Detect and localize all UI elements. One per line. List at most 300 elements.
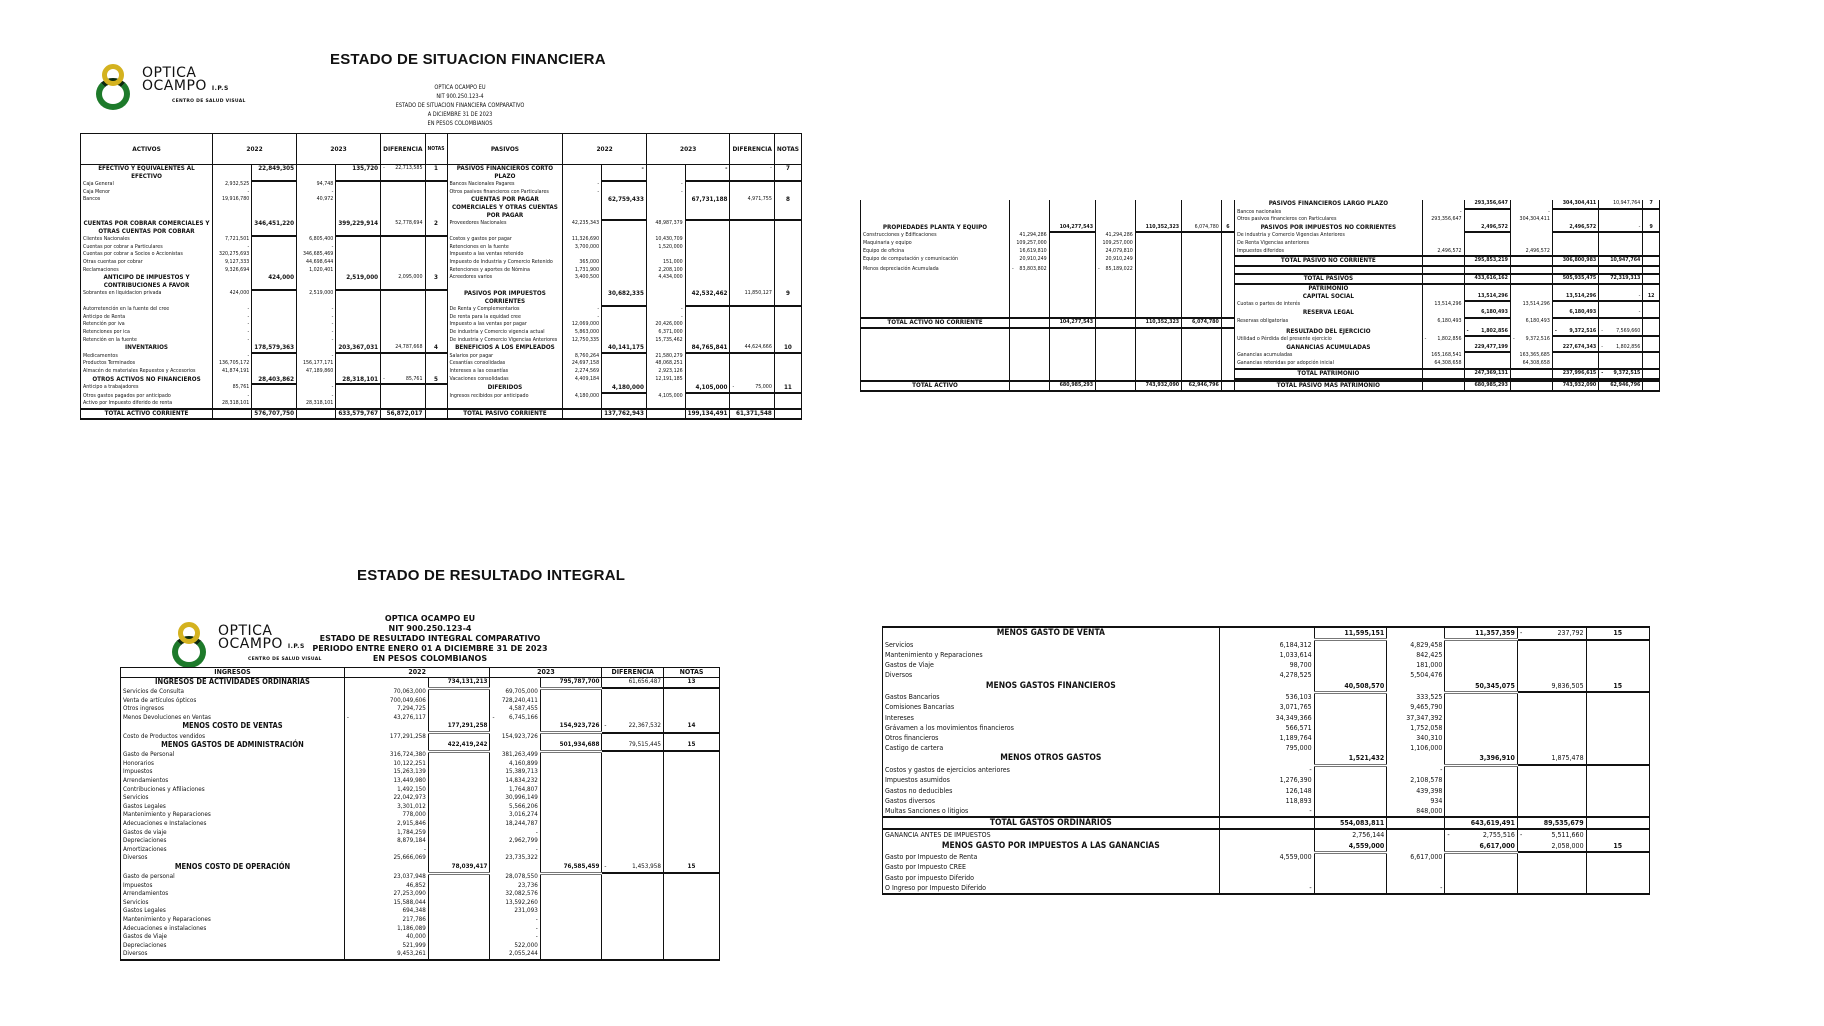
empty-cell xyxy=(1422,309,1464,318)
section-note: 14 xyxy=(664,722,720,732)
empty-cell xyxy=(1464,209,1510,217)
line-item-label: Proveedores Nacionales xyxy=(447,220,563,236)
total-difference: 89,535,679 xyxy=(1517,817,1586,829)
table-row xyxy=(81,244,802,252)
empty-cell xyxy=(1552,248,1598,257)
line-item-2022: 1,731,900 xyxy=(563,267,602,275)
empty-cell xyxy=(1517,786,1586,796)
empty-cell xyxy=(1135,344,1181,353)
empty-cell xyxy=(1586,817,1649,829)
empty-cell xyxy=(664,873,720,882)
total-label: TOTAL PASIVO CORRIENTE xyxy=(447,409,563,419)
empty-cell xyxy=(1049,352,1095,360)
empty-cell xyxy=(685,259,730,267)
empty-cell xyxy=(1096,209,1136,217)
empty-cell xyxy=(381,400,425,409)
section-title: INGRESOS DE ACTIVIDADES ORDINARIAS xyxy=(121,678,345,689)
empty-cell xyxy=(336,189,381,197)
line-item-2022: 136,705,172 xyxy=(213,360,252,368)
line-item-2022: 694,348 xyxy=(344,907,428,916)
section-difference: - xyxy=(1599,293,1643,302)
section-title: MENOS GASTOS FINANCIEROS xyxy=(883,681,1220,693)
total-row xyxy=(883,817,1650,829)
line-item-2022: 118,893 xyxy=(1219,796,1314,806)
table-row xyxy=(883,852,1650,862)
empty-cell xyxy=(540,942,602,951)
line-item-2023: 12,191,185 xyxy=(646,376,685,385)
section-note: 13 xyxy=(664,678,720,689)
empty-cell xyxy=(336,244,381,252)
empty-cell xyxy=(381,236,425,244)
empty-cell xyxy=(540,777,602,786)
empty-cell xyxy=(646,344,685,353)
empty-cell xyxy=(1510,274,1552,284)
empty-cell xyxy=(685,267,730,275)
header-diferencia: DIFERENCIA xyxy=(602,668,664,678)
empty-cell xyxy=(1445,723,1518,733)
empty-cell xyxy=(428,925,490,934)
empty-cell xyxy=(861,301,1010,309)
empty-cell xyxy=(1643,209,1660,217)
empty-cell xyxy=(602,811,664,820)
section-note: 6 xyxy=(1221,224,1234,233)
header-2023: 2023 xyxy=(490,668,602,678)
empty-cell xyxy=(1182,360,1222,369)
empty-cell xyxy=(381,181,425,189)
empty-cell xyxy=(252,189,297,197)
empty-cell xyxy=(428,907,490,916)
empty-cell xyxy=(563,384,602,393)
empty-cell xyxy=(1182,309,1222,318)
empty-cell xyxy=(664,733,720,742)
empty-cell xyxy=(664,899,720,908)
line-item-2022: 41,874,191 xyxy=(213,368,252,376)
line-item-2023: 13,592,260 xyxy=(490,899,540,908)
section-title: MENOS GASTO POR IMPUESTOS A LAS GANANCIAS xyxy=(883,841,1220,853)
empty-cell xyxy=(1221,216,1234,224)
empty-cell xyxy=(1643,301,1660,309)
line-item-2022: 217,786 xyxy=(344,916,428,925)
empty-cell xyxy=(1445,806,1518,816)
line-item-label: Diversos xyxy=(121,950,345,959)
table-row xyxy=(861,369,1660,379)
empty-cell xyxy=(646,165,685,182)
total-difference: 10,947,764 xyxy=(1599,256,1643,266)
empty-cell xyxy=(1182,328,1222,337)
line-item-2023: - xyxy=(490,846,540,855)
income-table-right xyxy=(882,626,1650,895)
empty-cell xyxy=(1464,318,1510,328)
table-row xyxy=(81,376,802,385)
empty-cell xyxy=(664,950,720,959)
table-row xyxy=(121,925,720,934)
line-item-label: Bancos nacionales xyxy=(1235,209,1423,217)
empty-cell xyxy=(540,803,602,812)
table-row xyxy=(883,713,1650,723)
table-row xyxy=(883,786,1650,796)
line-item-2023: 44,698,644 xyxy=(297,259,336,267)
empty-cell xyxy=(1552,318,1598,328)
empty-cell xyxy=(730,306,774,314)
empty-cell xyxy=(1517,640,1586,650)
line-item-2022: 64,308,658 xyxy=(1422,360,1464,369)
empty-cell xyxy=(1221,200,1234,209)
empty-cell xyxy=(664,890,720,899)
empty-cell xyxy=(428,803,490,812)
section-note: 12 xyxy=(1643,293,1660,302)
section-total-2023: - 9,372,516 xyxy=(1552,328,1598,337)
empty-cell xyxy=(1422,381,1464,391)
empty-cell xyxy=(1510,224,1552,233)
table-row xyxy=(81,344,802,353)
section-total-2023: 28,318,101 xyxy=(336,376,381,385)
empty-cell xyxy=(685,376,730,385)
total-difference: 6,074,780 xyxy=(1182,318,1222,328)
line-item-label: Autorretención en la fuente del cree xyxy=(81,306,213,314)
empty-cell xyxy=(1599,216,1643,224)
section-difference: 61,656,487 xyxy=(602,678,664,689)
table-row xyxy=(121,899,720,908)
line-item-2023: 32,082,576 xyxy=(490,890,540,899)
table-row xyxy=(861,232,1660,240)
empty-cell xyxy=(1517,765,1586,775)
empty-cell xyxy=(1445,670,1518,680)
total-difference: 56,872,017 xyxy=(381,409,425,419)
empty-cell xyxy=(664,829,720,838)
empty-cell xyxy=(1096,336,1136,344)
empty-cell xyxy=(425,337,447,345)
empty-cell xyxy=(1510,266,1552,274)
empty-cell xyxy=(1643,352,1660,360)
line-item-2022: - xyxy=(213,306,252,314)
empty-cell xyxy=(1517,743,1586,753)
empty-cell xyxy=(1517,723,1586,733)
empty-cell xyxy=(1049,274,1095,284)
line-item-2022: - xyxy=(1422,209,1464,217)
line-item-label: Reservas obligatorias xyxy=(1235,318,1423,328)
line-item-label: Retenciones por ica xyxy=(81,329,213,337)
section-difference: - xyxy=(1599,309,1643,318)
logo-ips: I.P.S xyxy=(287,642,305,650)
empty-cell xyxy=(1009,209,1049,217)
table-row xyxy=(81,181,802,189)
empty-cell xyxy=(1221,318,1234,328)
empty-cell xyxy=(602,890,664,899)
line-item-2023: 4,587,455 xyxy=(490,705,540,714)
empty-cell xyxy=(730,274,774,290)
empty-cell xyxy=(252,251,297,259)
empty-cell xyxy=(540,959,602,960)
line-item-2023: 381,263,499 xyxy=(490,751,540,760)
line-item-2023: - xyxy=(297,306,336,314)
empty-cell xyxy=(1445,660,1518,670)
table-row xyxy=(861,360,1660,369)
empty-cell xyxy=(1643,232,1660,240)
section-title: RESERVA LEGAL xyxy=(1235,309,1423,318)
line-item-2023 xyxy=(1510,240,1552,248)
empty-cell xyxy=(1096,293,1136,302)
empty-cell xyxy=(1182,274,1222,284)
empty-cell xyxy=(1552,352,1598,360)
line-item-2023: 18,244,787 xyxy=(490,820,540,829)
empty-cell xyxy=(730,368,774,376)
empty-cell xyxy=(1096,200,1136,209)
total-2022: 137,762,943 xyxy=(602,409,647,419)
company-logo xyxy=(96,64,246,110)
table-row xyxy=(81,314,802,322)
empty-cell xyxy=(1221,360,1234,369)
section-total-2022: 178,579,363 xyxy=(252,344,297,353)
line-item-2023: 6,371,000 xyxy=(646,329,685,337)
line-item-2023: 21,580,279 xyxy=(646,353,685,361)
line-item-2022: 2,496,572 xyxy=(1422,248,1464,257)
empty-cell xyxy=(1314,733,1387,743)
ganancia-2022: 2,756,144 xyxy=(1314,830,1387,840)
empty-cell xyxy=(428,760,490,769)
empty-cell xyxy=(1221,328,1234,337)
section-total-2022: 422,419,242 xyxy=(428,741,490,751)
line-item-2022: 13,449,980 xyxy=(344,777,428,786)
total-label: TOTAL PASIVO NO CORRIENTE xyxy=(1235,256,1423,266)
total-label: TOTAL ACTIVO NO CORRIENTE xyxy=(861,318,1010,328)
line-item-label: Impuestos xyxy=(121,882,345,891)
line-item-2022: 8,879,184 xyxy=(344,837,428,846)
line-item-2023: - xyxy=(646,189,685,197)
empty-cell xyxy=(1599,232,1643,240)
empty-cell xyxy=(540,890,602,899)
empty-cell xyxy=(336,314,381,322)
line-item-2022: 4,559,000 xyxy=(1219,852,1314,862)
section-total-2022: 4,559,000 xyxy=(1314,841,1387,853)
line-item-2022: 6,180,493 xyxy=(1422,318,1464,328)
balance-current-table xyxy=(80,133,802,420)
empty-cell xyxy=(730,314,774,322)
empty-cell xyxy=(602,760,664,769)
empty-cell xyxy=(1599,248,1643,257)
table-row xyxy=(81,220,802,236)
line-item-label: Gasto por impuesto Diferido xyxy=(883,873,1220,883)
section-title: CUENTAS POR COBRAR COMERCIALES Y OTRAS CUENTAS POR COBRAR xyxy=(81,220,213,236)
empty-cell xyxy=(1009,381,1049,391)
empty-cell xyxy=(490,741,540,751)
line-item-label: Impuestos asumidos xyxy=(883,775,1220,785)
balance-noncurrent-table xyxy=(860,200,1660,392)
empty-cell xyxy=(1219,841,1314,853)
line-item-label: Vacaciones consolidadas xyxy=(447,376,563,385)
line-item-2023: - xyxy=(297,329,336,337)
empty-cell xyxy=(664,942,720,951)
line-item-label: Comisiones Bancarias xyxy=(883,702,1220,712)
empty-cell xyxy=(336,400,381,409)
empty-cell xyxy=(685,220,730,236)
line-item-label: Medicamentos xyxy=(81,353,213,361)
empty-cell xyxy=(381,314,425,322)
line-item-label: Cuentas por cobrar a Particulares xyxy=(81,244,213,252)
empty-cell xyxy=(1221,240,1234,248)
empty-cell xyxy=(540,899,602,908)
line-item-2023: 340,310 xyxy=(1387,733,1445,743)
section-note: 9 xyxy=(1643,224,1660,233)
empty-cell xyxy=(602,259,647,267)
empty-cell xyxy=(602,376,647,385)
empty-cell xyxy=(1643,318,1660,328)
table-row xyxy=(883,893,1650,894)
empty-cell xyxy=(381,384,425,393)
section-row xyxy=(883,841,1650,853)
line-item-label: Menos Devoluciones en Ventas xyxy=(121,714,345,723)
empty-cell xyxy=(664,882,720,891)
empty-cell xyxy=(336,360,381,368)
empty-cell xyxy=(540,846,602,855)
line-item-2022: 70,063,000 xyxy=(344,688,428,697)
empty-cell xyxy=(425,267,447,275)
table-row xyxy=(121,882,720,891)
empty-cell xyxy=(1599,336,1643,344)
company-name: OPTICA OCAMPO EU xyxy=(434,83,486,91)
empty-cell xyxy=(602,768,664,777)
line-item-2023 xyxy=(1387,873,1445,883)
line-item-label: Impuestos diferidos xyxy=(1235,248,1423,257)
header-notas-pasivos: NOTAS xyxy=(774,134,801,165)
empty-cell xyxy=(602,794,664,803)
section-total-2023: 795,787,700 xyxy=(540,678,602,689)
table-row xyxy=(121,916,720,925)
table-row xyxy=(883,640,1650,650)
empty-cell xyxy=(1387,753,1445,765)
empty-cell xyxy=(1009,301,1049,309)
header-2023: 2023 xyxy=(297,134,381,165)
section-total-2022: 2,496,572 xyxy=(1464,224,1510,233)
total-label: TOTAL ACTIVO CORRIENTE xyxy=(81,409,213,419)
empty-cell xyxy=(1049,309,1095,318)
line-item-label: Bancos xyxy=(81,196,213,220)
empty-cell xyxy=(1314,692,1387,702)
section-total-2023: 110,352,323 xyxy=(1135,224,1181,233)
line-item-label: Intereses xyxy=(883,713,1220,723)
empty-cell xyxy=(381,306,425,314)
section-total-2022: 4,180,000 xyxy=(602,384,647,393)
section-title: MENOS GASTO DE VENTA xyxy=(883,627,1220,640)
table-row xyxy=(81,251,802,259)
empty-cell xyxy=(602,329,647,337)
header-diferencia-pasivos: DIFERENCIA xyxy=(730,134,774,165)
empty-cell xyxy=(774,189,801,197)
empty-cell xyxy=(428,751,490,760)
section-title: PROPIEDADES PLANTA Y EQUIPO xyxy=(861,224,1010,233)
line-item-label: Impuesto a las ventas por pagar xyxy=(447,321,563,329)
table-row xyxy=(81,321,802,329)
section-row xyxy=(883,681,1650,693)
empty-cell xyxy=(664,916,720,925)
empty-cell xyxy=(602,733,664,742)
empty-cell xyxy=(602,714,664,723)
line-item-label: Multas Sanciones o litigios xyxy=(883,806,1220,816)
section-difference: - xyxy=(1599,224,1643,233)
income-heading xyxy=(287,614,570,664)
empty-cell xyxy=(540,882,602,891)
empty-cell xyxy=(540,925,602,934)
empty-cell xyxy=(861,216,1010,224)
empty-cell xyxy=(1314,873,1387,883)
empty-cell xyxy=(1096,318,1136,328)
total-2023: 643,619,491 xyxy=(1445,817,1518,829)
line-item-2023: - xyxy=(1510,209,1552,217)
empty-cell xyxy=(1221,274,1234,284)
line-item-2023 xyxy=(1387,862,1445,872)
line-item-label: Utilidad o Pérdida del presente ejercicio xyxy=(1235,336,1423,344)
line-item-label: Equipo de oficina xyxy=(861,248,1010,257)
empty-cell xyxy=(1221,344,1234,353)
empty-cell xyxy=(1049,301,1095,309)
line-item-2023: 6,180,493 xyxy=(1510,318,1552,328)
empty-cell xyxy=(1464,301,1510,309)
empty-cell xyxy=(425,189,447,197)
empty-cell xyxy=(297,376,336,385)
line-item-2022: 15,263,139 xyxy=(344,768,428,777)
empty-cell xyxy=(1314,660,1387,670)
total-2023: 110,352,323 xyxy=(1135,318,1181,328)
section-total-2022: 40,508,570 xyxy=(1314,681,1387,693)
income-nit: NIT 900.250.123-4 xyxy=(388,624,472,633)
line-item-label: Mantenimiento y Reparaciones xyxy=(121,811,345,820)
empty-cell xyxy=(1049,293,1095,302)
line-item-label: Gastos no deducibles xyxy=(883,786,1220,796)
table-row xyxy=(883,692,1650,702)
empty-cell xyxy=(685,236,730,244)
table-row xyxy=(883,765,1650,775)
empty-cell xyxy=(861,328,1010,337)
empty-cell xyxy=(664,959,720,960)
empty-cell xyxy=(602,882,664,891)
line-item-label: Mantenimiento y Reparaciones xyxy=(121,916,345,925)
income-title: ESTADO DE RESULTADO INTEGRAL xyxy=(357,567,626,584)
empty-cell xyxy=(425,244,447,252)
line-item-2022: 1,492,150 xyxy=(344,786,428,795)
line-item-label: Impuesto de Industria y Comercio Retenido xyxy=(447,259,563,267)
empty-cell xyxy=(1422,266,1464,274)
empty-cell xyxy=(1009,344,1049,353)
empty-cell xyxy=(1599,209,1643,217)
empty-cell xyxy=(1009,360,1049,369)
line-item-label: Castigo de cartera xyxy=(883,743,1220,753)
empty-cell xyxy=(1445,713,1518,723)
empty-cell xyxy=(774,368,801,376)
line-item-2022: 566,571 xyxy=(1219,723,1314,733)
section-difference: - 1,802,856 xyxy=(1599,344,1643,353)
line-item-label: De industria y Comercio Vigencias Anteriores xyxy=(1235,232,1423,240)
empty-cell xyxy=(428,829,490,838)
section-note: 5 xyxy=(425,376,447,385)
table-row xyxy=(81,329,802,337)
empty-cell xyxy=(1445,786,1518,796)
line-item-label: Clientes Nacionales xyxy=(81,236,213,244)
empty-cell xyxy=(1599,266,1643,274)
empty-cell xyxy=(1586,873,1649,883)
section-total-2022: 28,403,862 xyxy=(252,376,297,385)
line-item-label: Honorarios xyxy=(121,760,345,769)
empty-cell xyxy=(1135,232,1181,240)
empty-cell xyxy=(336,329,381,337)
line-item-2022: 177,291,258 xyxy=(344,733,428,742)
line-item-label: De renta para la equidad cree xyxy=(447,314,563,322)
empty-cell xyxy=(297,409,336,419)
empty-cell xyxy=(1422,344,1464,353)
empty-cell xyxy=(1445,775,1518,785)
empty-cell xyxy=(1586,692,1649,702)
line-item-2023: - xyxy=(297,393,336,401)
empty-cell xyxy=(252,360,297,368)
empty-cell xyxy=(1221,369,1234,379)
